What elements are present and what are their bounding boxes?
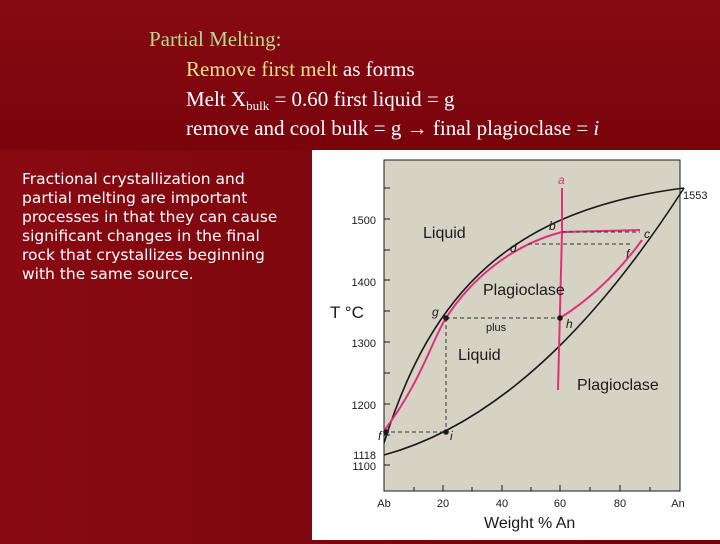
point-i: [443, 429, 449, 435]
phase-diagram-svg: [312, 150, 720, 540]
x-tick-label: 40: [495, 498, 509, 510]
x-axis-title: Weight % An: [484, 515, 576, 532]
x-tick-label: 60: [553, 498, 567, 510]
point-f: [383, 429, 389, 435]
y-tick-label: 1500: [351, 215, 376, 227]
field-label-liquid-mid: Liquid: [458, 347, 501, 364]
label-c: c: [644, 227, 650, 241]
phase-diagram-figure: [312, 150, 720, 540]
field-label-liquid-top: Liquid: [423, 225, 466, 242]
body-paragraph: Fractional crystallization and partial melting are important processes in that they can cause significant changes in the final rock that crystallizes beginning with the same source.: [22, 170, 278, 283]
slide-line-2: Melt $X_{bulk} = 0.60$ first liquid = g: [186, 87, 455, 113]
arrow-right-icon: →: [406, 116, 428, 140]
label-a: a: [558, 173, 565, 187]
y-label-1118: 1118: [353, 450, 376, 462]
field-label-plagioclase-bottom: Plagioclase: [577, 377, 659, 394]
label-f-upper: f: [626, 247, 630, 261]
slide-line-3: remove and cool bulk = g → final plagioclase = i: [186, 116, 600, 140]
field-label-plagioclase-mid: Plagioclase: [483, 282, 565, 299]
y-axis-title: T °C: [330, 303, 364, 322]
x-tick-label: 80: [613, 498, 627, 510]
slide-heading: Partial Melting:: [149, 27, 282, 51]
point-g: [443, 315, 449, 321]
slide-line-1: Remove first melt as forms: [186, 57, 415, 81]
field-label-plus: plus: [486, 322, 507, 334]
y-label-1553: 1553: [683, 190, 708, 202]
y-tick-label: 1400: [351, 277, 376, 289]
label-f-lower: f: [378, 429, 382, 443]
label-b: b: [549, 219, 556, 233]
label-i: i: [450, 429, 453, 443]
y-tick-label: 1300: [351, 338, 376, 350]
plot-area: [384, 160, 680, 491]
remove-first-melt-text: Remove first melt: [186, 57, 338, 81]
title-block: [0, 0, 720, 150]
x-tick-label: Ab: [377, 498, 391, 510]
label-g: g: [432, 305, 439, 319]
x-tick-label: 20: [436, 498, 450, 510]
x-tick-label: An: [671, 498, 685, 510]
label-h: h: [566, 317, 573, 331]
y-tick-label: 1100: [352, 461, 376, 473]
point-h: [557, 315, 563, 321]
y-tick-label: 1200: [351, 400, 376, 412]
label-d: d: [510, 241, 517, 255]
